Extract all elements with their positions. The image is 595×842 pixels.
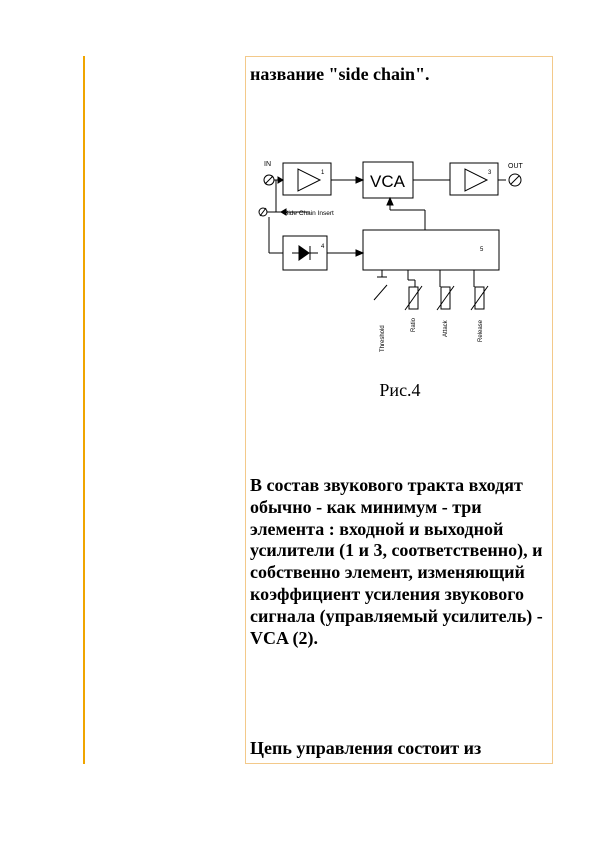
body-paragraph: В состав звукового тракта входят обычно - как минимум - три элемента : входной и выходной усилители (1 и 3, соответственно), и собственно элемент, изменяющий коэффициент усиления звукового сигнала (управляемый усилитель) - VCA (2). — [250, 475, 543, 648]
control-label-threshold: Threshold — [380, 325, 386, 352]
left-margin-rule — [83, 56, 85, 764]
side-chain-label: Side Chain Insert — [284, 210, 334, 217]
amplifier-1-block — [283, 163, 331, 195]
body-paragraph-continued: Цепь управления состоит из — [250, 738, 482, 758]
control-label-ratio: Ratio — [411, 317, 417, 332]
compressor-block-diagram — [250, 150, 550, 360]
threshold-knob-icon — [374, 285, 387, 300]
text-top: название "side chain". — [250, 64, 430, 84]
rectifier-number: 4 — [321, 244, 325, 250]
figure-caption: Рис.4 — [379, 380, 421, 400]
out-label: OUT — [508, 163, 523, 170]
amp1-number: 1 — [321, 170, 325, 176]
control-label-release: Release — [478, 319, 484, 342]
amp3-number: 3 — [488, 170, 492, 176]
detector-5-block — [363, 230, 499, 270]
vca-label: VCA — [370, 172, 405, 191]
control-label-attack: Attack — [443, 320, 449, 337]
amplifier-3-block — [450, 163, 498, 195]
in-label: IN — [264, 161, 271, 168]
detector-number: 5 — [480, 247, 484, 253]
